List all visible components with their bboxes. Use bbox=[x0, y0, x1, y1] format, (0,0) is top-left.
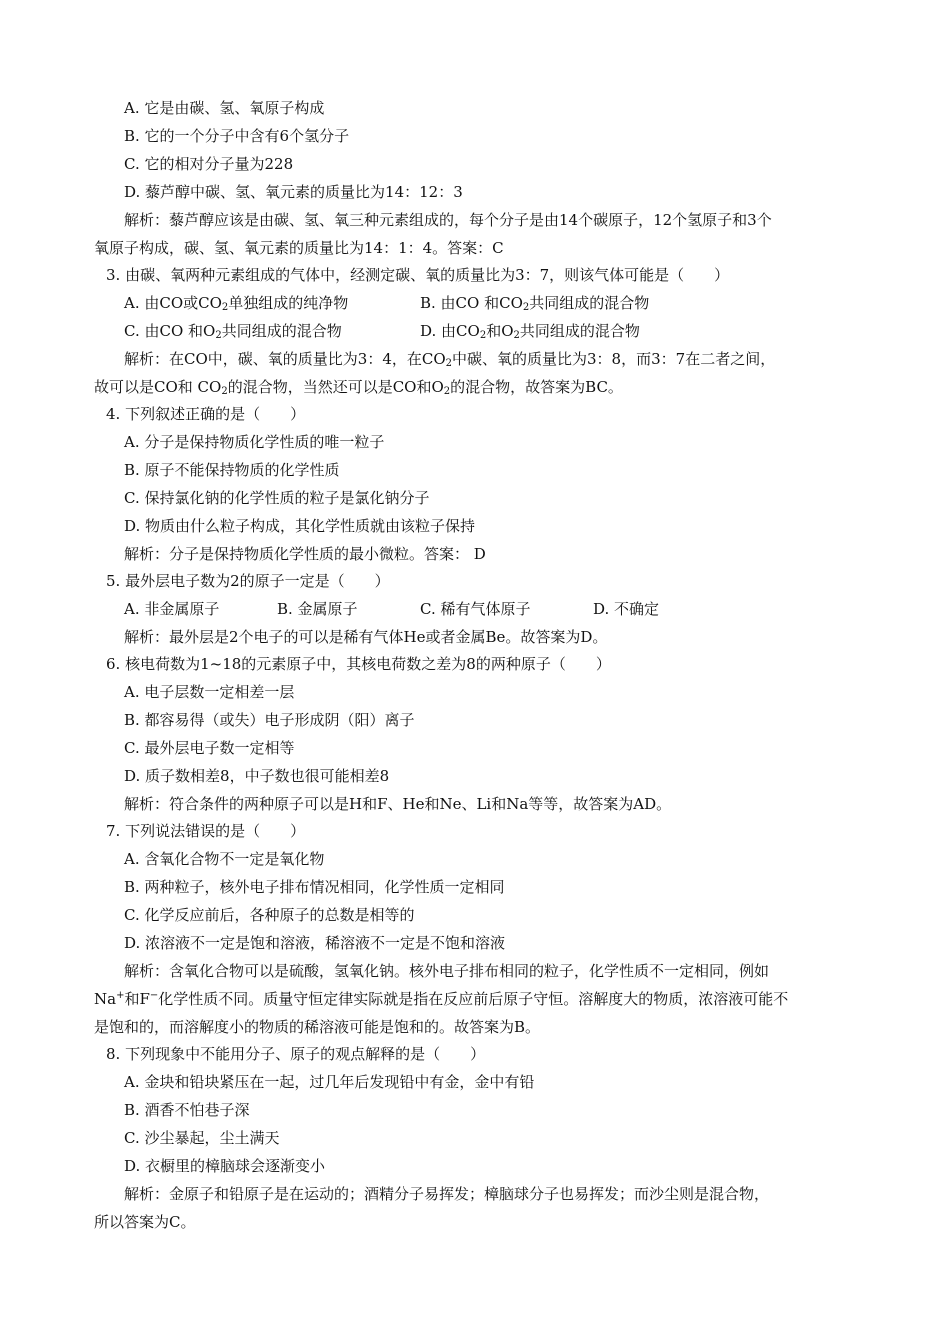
q8-analysis-line-1: 解析：金原子和铅原子是在运动的；酒精分子易挥发；樟脑球分子也易挥发；而沙尘则是混合物， bbox=[124, 1185, 770, 1203]
q4-analysis: 解析：分子是保持物质化学性质的最小微粒。答案： D bbox=[124, 545, 486, 563]
q6-option-b: B. 都容易得（或失）电子形成阴（阳）离子 bbox=[124, 711, 415, 729]
q5-option-a: A. 非金属原子 bbox=[124, 600, 220, 618]
q2-analysis-line-1: 解析：藜芦醇应该是由碳、氢、氧三种元素组成的，每个分子是由14个碳原子，12个氢原子和3个 bbox=[124, 211, 772, 229]
q8-option-c: C. 沙尘暴起，尘土满天 bbox=[124, 1129, 280, 1147]
q4-option-b: B. 原子不能保持物质的化学性质 bbox=[124, 461, 340, 479]
q2-option-a: A. 它是由碳、氢、氧原子构成 bbox=[124, 99, 325, 117]
q3-option-b: B. 由CO 和$CO_2$共同组成的混合物 bbox=[420, 294, 650, 313]
q6-analysis: 解析：符合条件的两种原子可以是H和F、He和Ne、Li和Na等等，故答案为AD。 bbox=[124, 795, 672, 813]
q8-stem: 8. 下列现象中不能用分子、原子的观点解释的是（ ） bbox=[106, 1045, 486, 1063]
q4-option-d: D. 物质由什么粒子构成，其化学性质就由该粒子保持 bbox=[124, 517, 476, 535]
q6-option-a: A. 电子层数一定相差一层 bbox=[124, 683, 295, 701]
q7-analysis-line-3: 是饱和的，而溶解度小的物质的稀溶液可能是饱和的。故答案为B。 bbox=[94, 1018, 541, 1036]
q4-option-a: A. 分子是保持物质化学性质的唯一粒子 bbox=[124, 433, 385, 451]
q7-option-b: B. 两种粒子，核外电子排布情况相同，化学性质一定相同 bbox=[124, 878, 505, 896]
q4-stem: 4. 下列叙述正确的是（ ） bbox=[106, 405, 306, 423]
q3-analysis-line-2: 故可以是CO和 $CO_2$的混合物，当然还可以是CO和$O_2$的混合物，故答案为BC。 bbox=[94, 378, 623, 397]
q5-analysis: 解析：最外层是2个电子的可以是稀有气体He或者金属Be。故答案为D。 bbox=[124, 628, 608, 646]
q2-option-c: C. 它的相对分子量为228 bbox=[124, 155, 294, 173]
q7-analysis-line-1: 解析：含氧化合物可以是硫酸，氢氧化钠。核外电子排布相同的粒子，化学性质不一定相同，例如 bbox=[124, 962, 770, 980]
q3-stem: 3. 由碳、氧两种元素组成的气体中，经测定碳、氧的质量比为3：7，则该气体可能是（ ） bbox=[106, 266, 730, 284]
q2-analysis-line-2: 氧原子构成，碳、氢、氧元素的质量比为14：1：4。答案：C bbox=[94, 239, 504, 257]
q7-stem: 7. 下列说法错误的是（ ） bbox=[106, 822, 306, 840]
q7-option-d: D. 浓溶液不一定是饱和溶液，稀溶液不一定是不饱和溶液 bbox=[124, 934, 506, 952]
q3-option-c: C. 由CO 和$O_2$共同组成的混合物 bbox=[124, 322, 342, 341]
q6-option-c: C. 最外层电子数一定相等 bbox=[124, 739, 295, 757]
q7-option-c: C. 化学反应前后，各种原子的总数是相等的 bbox=[124, 906, 415, 924]
q8-option-d: D. 衣橱里的樟脑球会逐渐变小 bbox=[124, 1157, 326, 1175]
q6-stem: 6. 核电荷数为1~18的元素原子中，其核电荷数之差为8的两种原子（ ） bbox=[106, 655, 611, 673]
q3-option-a: A. 由CO或$CO_2$单独组成的纯净物 bbox=[124, 294, 349, 313]
q2-option-b: B. 它的一个分子中含有6个氢分子 bbox=[124, 127, 350, 145]
q5-option-d: D. 不确定 bbox=[593, 600, 660, 618]
q8-option-b: B. 酒香不怕巷子深 bbox=[124, 1101, 250, 1119]
q5-stem: 5. 最外层电子数为2的原子一定是（ ） bbox=[106, 572, 390, 590]
q4-option-c: C. 保持氯化钠的化学性质的粒子是氯化钠分子 bbox=[124, 489, 430, 507]
q7-analysis-line-2: Na+和F−化学性质不同。质量守恒定律实际就是指在反应前后原子守恒。溶解度大的物质，浓溶液可能不 bbox=[94, 990, 789, 1008]
q3-option-d: D. 由$CO_2$和$O_2$共同组成的混合物 bbox=[420, 322, 640, 341]
q6-option-d: D. 质子数相差8，中子数也很可能相差8 bbox=[124, 767, 390, 785]
q8-analysis-line-2: 所以答案为C。 bbox=[94, 1213, 196, 1231]
q8-option-a: A. 金块和铅块紧压在一起，过几年后发现铅中有金，金中有铅 bbox=[124, 1073, 535, 1091]
q2-option-d: D. 藜芦醇中碳、氢、氧元素的质量比为14：12：3 bbox=[124, 183, 463, 201]
q5-option-c: C. 稀有气体原子 bbox=[420, 600, 531, 618]
q3-analysis-line-1: 解析：在CO中，碳、氧的质量比为3：4，在$CO_2$中碳、氧的质量比为3：8，而3：7在二者之间， bbox=[124, 350, 776, 369]
q7-option-a: A. 含氧化合物不一定是氧化物 bbox=[124, 850, 325, 868]
q5-options-row bbox=[0, 599, 950, 619]
q5-option-b: B. 金属原子 bbox=[277, 600, 358, 618]
